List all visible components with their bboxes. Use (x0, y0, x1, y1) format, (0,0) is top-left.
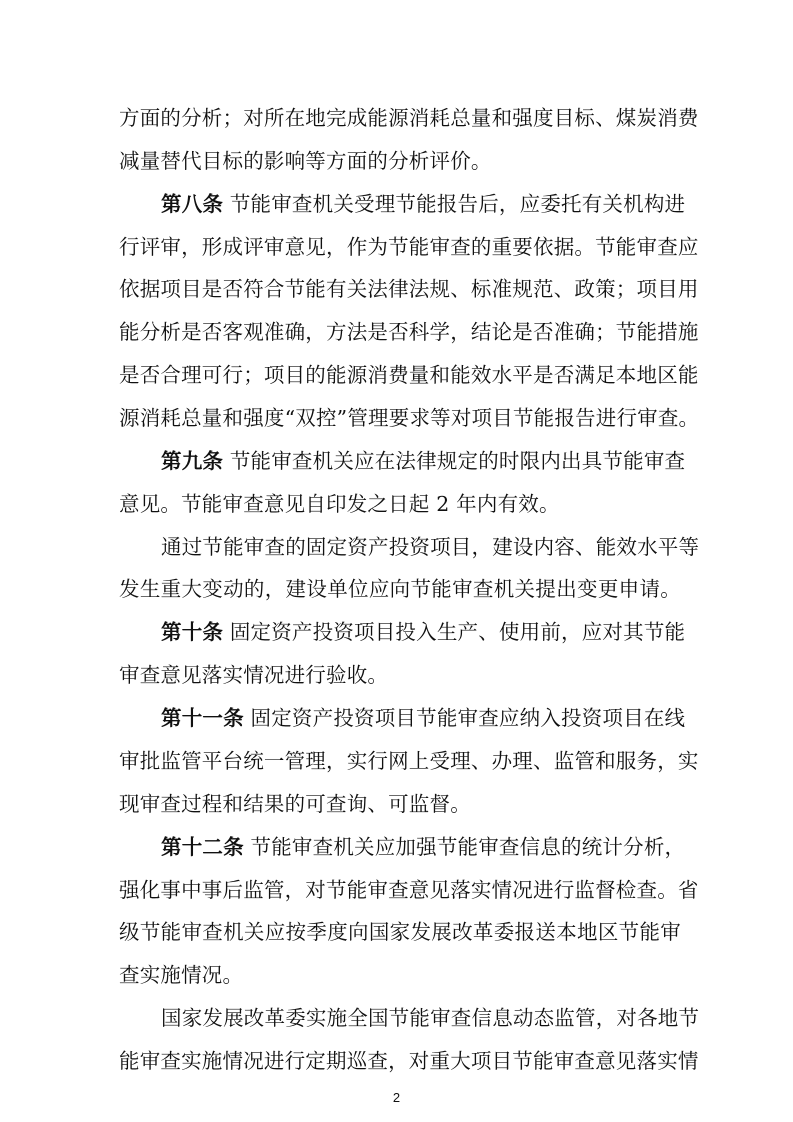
line-text: 源消耗总量和强度“双控”管理要求等对项目节能报告进行审查。 (119, 406, 700, 430)
line-text: 级节能审查机关应按季度向国家发展改革委报送本地区节能审 (119, 920, 681, 944)
line-text: 能分析是否客观准确，方法是否科学，结论是否准确；节能措施 (119, 320, 699, 344)
line-text: 减量替代目标的影响等方面的分析评价。 (119, 149, 492, 173)
paragraph-line (119, 918, 681, 946)
paragraph-line (119, 147, 681, 175)
article-8-heading-line (161, 190, 686, 218)
line-text: 强化事中事后监管，对节能审查意见落实情况进行监督检查。省 (119, 878, 699, 902)
paragraph-line (119, 961, 681, 989)
article-label: 第九条 (161, 449, 224, 473)
article-11-heading-line (161, 704, 686, 732)
line-text: 是否合理可行；项目的能源消费量和能效水平是否满足本地区能 (119, 363, 699, 387)
article-12-heading-line (161, 833, 686, 861)
line-text: 能审查实施情况进行定期巡查，对重大项目节能审查意见落实情 (119, 1049, 699, 1073)
line-text: 依据项目是否符合节能有关法律法规、标准规范、政策；项目用 (119, 277, 699, 301)
article-9-heading-line (161, 447, 686, 475)
line-text: 通过节能审查的固定资产投资项目，建设内容、能效水平等 (161, 535, 700, 559)
line-text: 国家发展改革委实施全国节能审查信息动态监管，对各地节 (161, 1006, 700, 1030)
paragraph-line (119, 876, 699, 904)
line-text: 行评审，形成评审意见，作为节能审查的重要依据。节能审查应 (119, 235, 699, 259)
line-text: 节能审查机关受理节能报告后，应委托有关机构进 (229, 192, 686, 216)
line-text: 现审查过程和结果的可查询、可监督。 (119, 792, 471, 816)
line-text: 发生重大变动的，建设单位应向节能审查机关提出变更申请。 (119, 577, 681, 601)
line-text: 审批监管平台统一管理，实行网上受理、办理、监管和服务，实 (119, 749, 699, 773)
paragraph-line (119, 275, 699, 303)
page-number: 2 (392, 1090, 401, 1105)
paragraph-line (119, 361, 699, 389)
article-label: 第十一条 (161, 706, 244, 730)
paragraph-line (161, 533, 700, 561)
paragraph-line (119, 490, 681, 518)
paragraph-line (119, 104, 699, 132)
line-text: 意见。节能审查意见自印发之日起 2 年内有效。 (119, 492, 560, 516)
article-label: 第八条 (161, 192, 224, 216)
paragraph-line (119, 747, 699, 775)
article-label: 第十二条 (161, 835, 244, 859)
paragraph-line (119, 404, 700, 432)
line-text: 固定资产投资项目节能审查应纳入投资项目在线 (250, 706, 686, 730)
paragraph-line (119, 233, 699, 261)
paragraph-line (119, 1047, 699, 1075)
paragraph-line (119, 790, 681, 818)
line-text: 审查意见落实情况进行验收。 (119, 663, 389, 687)
line-text: 方面的分析；对所在地完成能源消耗总量和强度目标、煤炭消费 (119, 106, 699, 130)
article-label: 第十条 (161, 620, 224, 644)
paragraph-line (161, 1004, 700, 1032)
article-10-heading-line (161, 618, 686, 646)
paragraph-line (119, 318, 699, 346)
line-text: 节能审查机关应加强节能审查信息的统计分析， (250, 835, 686, 859)
line-text: 查实施情况。 (119, 963, 244, 987)
paragraph-line (119, 661, 681, 689)
line-text: 固定资产投资项目投入生产、使用前，应对其节能 (229, 620, 686, 644)
line-text: 节能审查机关应在法律规定的时限内出具节能审查 (229, 449, 686, 473)
paragraph-line (119, 575, 681, 603)
